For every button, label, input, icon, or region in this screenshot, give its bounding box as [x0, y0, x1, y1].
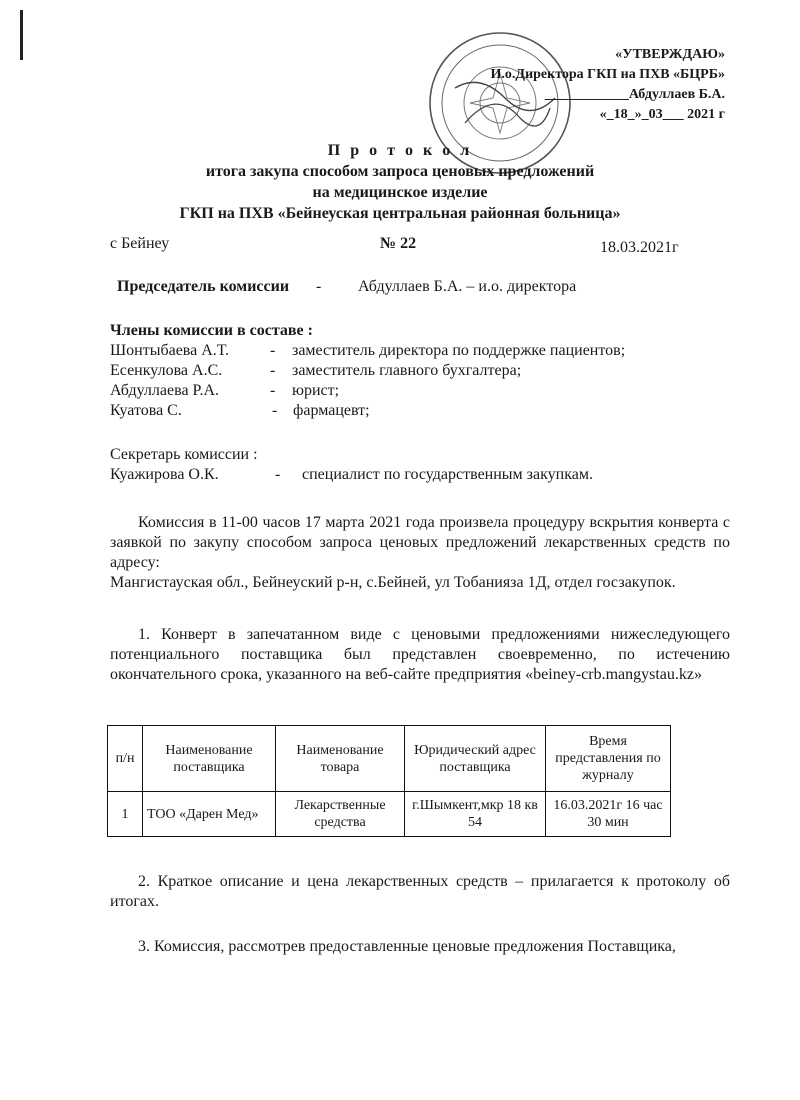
approver-signature-line: ____________Абдуллаев Б.А.	[544, 87, 725, 102]
member-name: Есенкулова А.С.	[110, 362, 223, 379]
title-line-3: на медицинское изделие	[312, 184, 488, 201]
section-1-text: Конверт в запечатанном виде с ценовыми предложениями нижеследующего потенциального поставщика был представлен своевременно, по истечению окончательного срока, указанного на веб-сайте предприятия «beiney-crb.mangystau.kz»	[110, 626, 730, 683]
table-cell: ТОО «Дарен Мед»	[143, 792, 276, 837]
approval-date: «_18_»_03___ 2021 г	[599, 107, 725, 122]
document-place: с Бейнеу	[110, 235, 170, 252]
member-dash: -	[270, 362, 276, 379]
section-3	[110, 937, 730, 957]
column-header: п/н	[108, 726, 143, 792]
column-header: Юридический адрес поставщика	[405, 726, 546, 792]
title-line-1: П р о т о к о л	[327, 142, 473, 159]
chairman-text: Абдуллаев Б.А. – и.о. директора	[358, 278, 577, 295]
member-name: Куатова С.	[110, 402, 182, 419]
table-cell: 1	[108, 792, 143, 837]
approval-heading: «УТВЕРЖДАЮ»	[615, 47, 725, 62]
member-name: Абдуллаева Р.А.	[110, 382, 219, 399]
member-role: юрист;	[292, 382, 340, 399]
document-title	[100, 140, 700, 224]
title-line-2: итога закупа способом запроса ценовых предложений	[205, 163, 595, 180]
section-3-paragraph	[110, 937, 730, 957]
section-2-number: 2.	[138, 873, 150, 890]
section-3-text: Комиссия, рассмотрев предоставленные ценовые предложения Поставщика,	[154, 938, 676, 955]
members-heading: Члены комиссии в составе :	[110, 322, 313, 339]
table-cell: Лекарственные средства	[276, 792, 405, 837]
member-dash: -	[270, 342, 276, 359]
intro-text: Комиссия в 11-00 часов 17 марта 2021 года произвела процедуру вскрытия конверта с заявкой по закупу способом запроса ценовых предложений лекарственных средств по адресу:	[110, 514, 730, 571]
table-header-row	[108, 726, 671, 792]
column-header: Время представления по журналу	[546, 726, 671, 792]
chairman-dash: -	[316, 278, 322, 295]
section-3-number: 3.	[138, 938, 150, 955]
intro-address: Мангистауская обл., Бейнеуский р-н, с.Бейней, ул Тобанияза 1Д, отдел госзакупок.	[110, 574, 676, 591]
secretary-name: Куажирова О.К.	[110, 466, 219, 483]
table-cell: 16.03.2021г 16 час 30 мин	[546, 792, 671, 837]
secretary-role: специалист по государственным закупкам.	[302, 466, 593, 483]
scan-edge-mark	[20, 10, 23, 60]
document-number: № 22	[380, 235, 417, 252]
intro-paragraph	[110, 513, 730, 593]
column-header: Наименование товара	[276, 726, 405, 792]
column-header: Наименование поставщика	[143, 726, 276, 792]
document-date: 18.03.2021г	[600, 239, 679, 256]
member-name: Шонтыбаева А.Т.	[110, 342, 229, 359]
section-1	[110, 625, 730, 685]
chairman-label: Председатель комиссии	[117, 278, 290, 295]
member-dash: -	[270, 382, 276, 399]
approval-block	[425, 45, 725, 125]
section-2	[110, 872, 730, 912]
table-row	[108, 792, 671, 837]
section-1-paragraph	[110, 625, 730, 685]
supplier-table	[107, 725, 671, 837]
member-role: заместитель директора по поддержке пациентов;	[292, 342, 626, 359]
member-dash: -	[272, 402, 278, 419]
title-line-4: ГКП на ПХВ «Бейнеуская центральная районная больница»	[179, 205, 621, 222]
member-role: заместитель главного бухгалтера;	[292, 362, 522, 379]
secretary-dash: -	[275, 466, 281, 483]
member-role: фармацевт;	[293, 402, 370, 419]
approver-position: И.о.Директора ГКП на ПХВ «БЦРБ»	[490, 67, 725, 82]
section-1-number: 1.	[138, 626, 150, 643]
table-cell: г.Шымкент,мкр 18 кв 54	[405, 792, 546, 837]
secretary-heading: Секретарь комиссии :	[110, 446, 258, 463]
section-2-text: Краткое описание и цена лекарственных средств – прилагается к протоколу об итогах.	[110, 873, 731, 910]
section-2-paragraph	[110, 872, 730, 912]
